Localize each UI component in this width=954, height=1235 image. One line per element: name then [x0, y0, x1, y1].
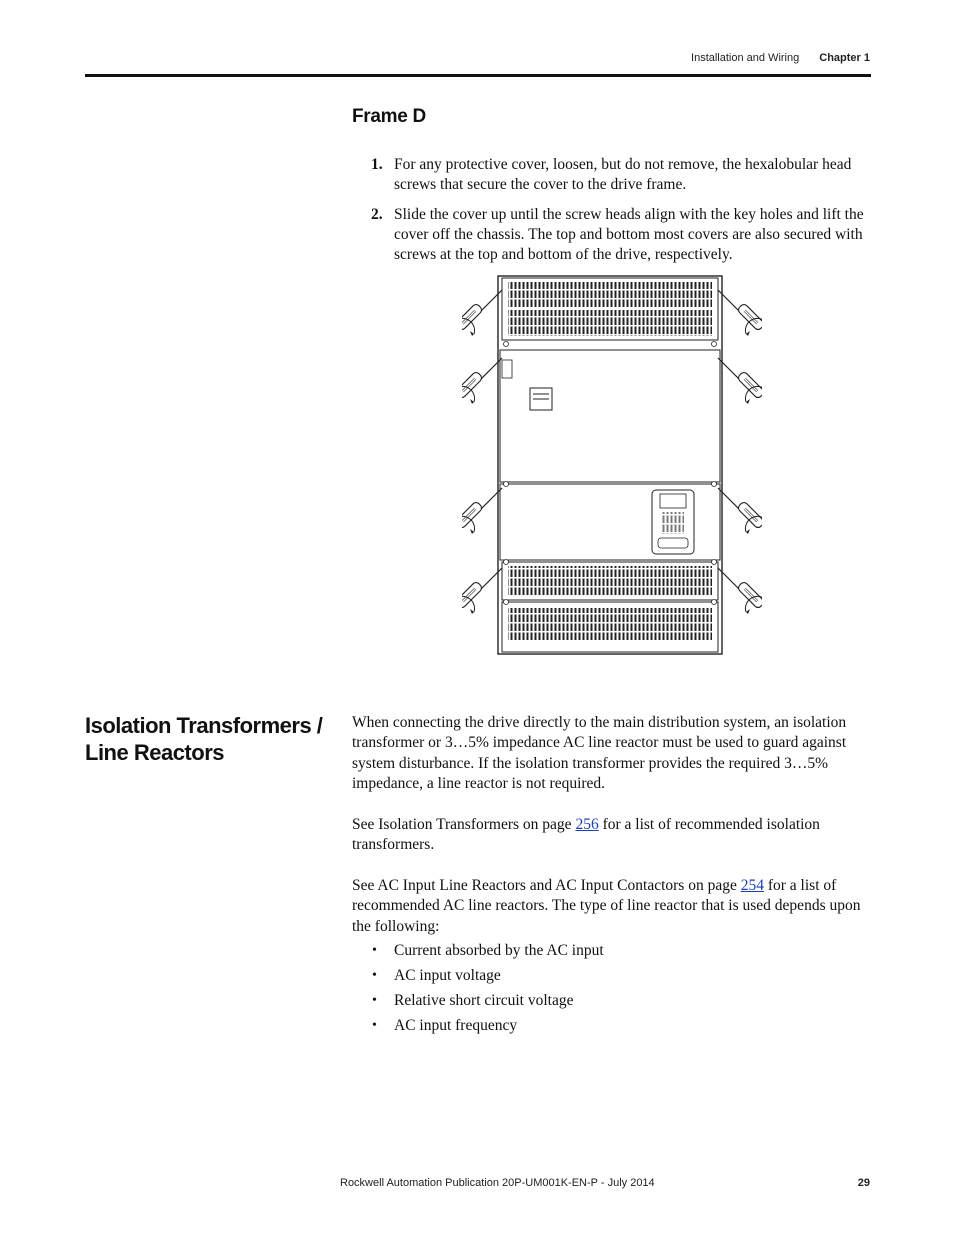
text-span: for a list of recommended isolation transformers. [352, 816, 820, 854]
page-number: 29 [857, 1177, 870, 1189]
line-reactor-factors-list [352, 940, 872, 1040]
step-number: 1. [371, 156, 383, 173]
isolation-paragraph-3 [352, 876, 872, 937]
step-1 [352, 155, 872, 195]
frame-d-heading: Frame D [352, 106, 426, 127]
list-item: • Current absorbed by the AC input [352, 940, 872, 965]
text-span: for a list of recommended AC line reactors. The type of line reactor that is used depends upon the following: [352, 877, 861, 935]
step-text: Slide the cover up until the screw heads align with the key holes and lift the cover off the chassis. The top and bottom most covers are also secured with screws at the top and bottom of the drive, respectively. [394, 206, 864, 263]
header-rule [85, 74, 871, 77]
list-item: • AC input frequency [352, 1015, 872, 1040]
isolation-heading: Isolation Transformers / Line Reactors [85, 713, 323, 765]
step-text: For any protective cover, loosen, but do not remove, the hexalobular head screws that secure the cover to the drive frame. [394, 156, 852, 193]
isolation-paragraph-1: When connecting the drive directly to the main distribution system, an isolation transformer or 3…5% impedance AC line reactor must be used to guard against system disturbance. If the isolation transformer provides the required 3…5% impedance, a line reactor is not required. [352, 714, 847, 792]
step-2 [352, 205, 872, 265]
header-section: Installation and Wiring [691, 52, 800, 64]
running-header [691, 52, 870, 64]
page-256-link[interactable]: 256 [575, 816, 599, 833]
text-span: See AC Input Line Reactors and AC Input Contactors on page [352, 877, 741, 894]
header-chapter: Chapter 1 [819, 52, 870, 64]
text-span: See Isolation Transformers on page [352, 816, 576, 833]
page-254-link[interactable]: 254 [740, 877, 764, 894]
frame-d-cover-removal-figure [462, 272, 762, 657]
list-item: • AC input voltage [352, 965, 872, 990]
isolation-paragraph-2 [352, 815, 872, 856]
footer-publication: Rockwell Automation Publication 20P-UM001K-EN-P - July 2014 [340, 1177, 655, 1189]
step-number: 2. [371, 206, 383, 223]
list-item: • Relative short circuit voltage [352, 990, 872, 1015]
